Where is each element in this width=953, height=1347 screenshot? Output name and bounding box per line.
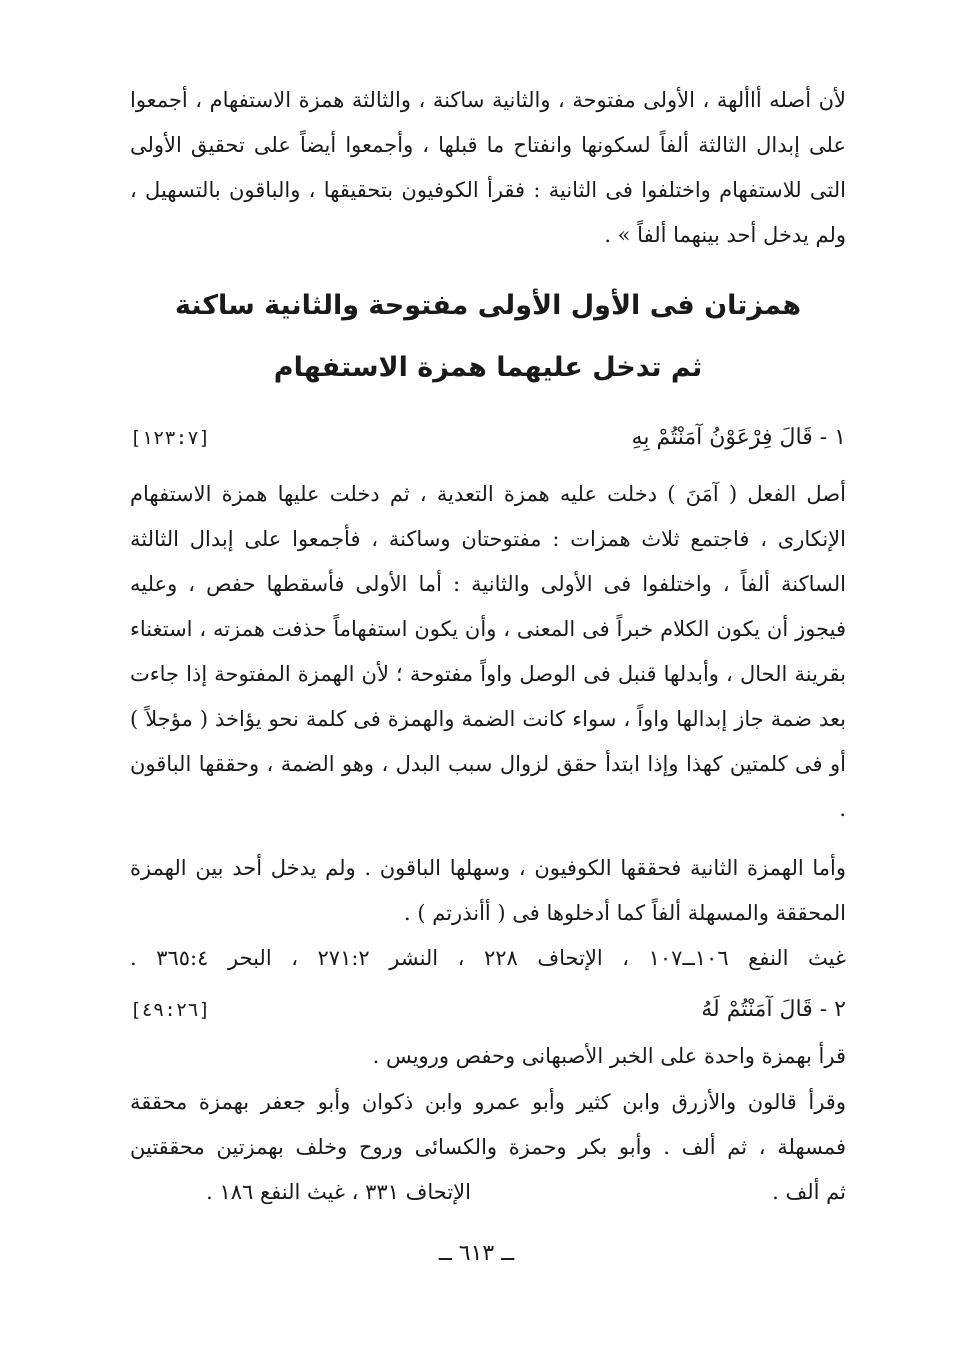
item-1-verse: ١ - قَالَ فِرْعَوْنُ آمَنْتُمْ بِهِ [631,425,846,450]
item-1-body [130,472,846,832]
intro-paragraph-block [130,78,846,258]
item-1-body-2 [130,846,846,936]
item-2-sources: الإتحاف ٣٣١ ، غيث النفع ١٨٦ . [206,1180,471,1204]
item-2-paragraph-1: قرأ بهمزة واحدة على الخبر الأصبهانى وحفص ورويس . [372,1044,846,1068]
item-2-body [130,1036,846,1076]
item-1-sources: غيث النفع ١٠٦ــ١٠٧ ، الإتحاف ٢٢٨ ، النشر ٢٧١:٢ ، البحر ٣٦٥:٤ . [130,946,846,970]
item-2-heading [130,990,846,1030]
item-1-paragraph-2: وأما الهمزة الثانية فحققها الكوفيون ، وسهلها الباقون . ولم يدخل أحد بين الهمزة المحققة والمسهلة ألفاً كما أدخلوها فى ( أأنذرتم ) . [130,856,846,925]
item-2-last-line-lead: ثم ألف . [772,1180,846,1204]
item-1-reference: [١٢٣:٧] [130,427,211,449]
item-2-verse: ٢ - قَالَ آمَنْتُمْ لَهُ [701,997,846,1022]
item-2-last-line [130,1170,846,1214]
section-heading-line-2: ثم تدخل عليهما همزة الاستفهام [273,352,703,383]
item-2-paragraph-2: وقرأ قالون والأزرق وابن كثير وأبو عمرو وابن ذكوان وأبو جعفر بهمزة محققة فمسهلة ، ثم ألف . وأبو بكر وحمزة والكسائى وروح وخلف بهمزتين محققتين [130,1090,846,1159]
item-1-heading [130,418,846,458]
item-2-body-2 [130,1080,846,1170]
page-number: ــ ٦١٣ ــ [438,1241,515,1266]
item-1-paragraph-1: أصل الفعل ( آمَنَ ) دخلت عليه همزة التعدية ، ثم دخلت عليها همزة الاستفهام الإنكارى ، فاجتمع ثلاث همزات : مفتوحتان وساكنة ، فأجمعوا على إبدال الثالثة الساكنة ألفاً ، واختلفوا فى الأولى والثانية : أما الأولى فأسقطها حفص ، وعليه فيجوز أن يكون الكلام خبراً فى المعنى ، وأن يكون استفهاماً حذفت همزته ، استغناء بقرينة الحال ، وأبدلها قنبل فى الوصل واواً مفتوحة ؛ لأن الهمزة المفتوحة إذا جاءت بعد ضمة جاز إبدالها واواً ، سواء كانت الضمة والهمزة فى كلمة نحو يؤاخذ ( مؤجلاً ) أو فى كلمتين كهذا وإذا ابتدأ حقق لزوال سبب البدل ، وهو الضمة ، وحققها الباقون . [130,482,846,821]
section-heading-line-1: همزتان فى الأول الأولى مفتوحة والثانية ساكنة [174,290,802,321]
intro-paragraph: لأن أصله أاألهة ، الأولى مفتوحة ، والثانية ساكنة ، والثالثة همزة الاستفهام ، أجمعوا على إبدال الثالثة ألفاً لسكونها وانفتاح ما قبلها ، وأجمعوا أيضاً على تحقيق الأولى التى للاستفهام واختلفوا فى الثانية : فقرأ الكوفيون بتحقيقها ، والباقون بالتسهيل ، ولم يدخل أحد بينهما ألفاً » . [130,88,846,247]
item-2-reference: [٤٩:٢٦] [130,999,211,1021]
